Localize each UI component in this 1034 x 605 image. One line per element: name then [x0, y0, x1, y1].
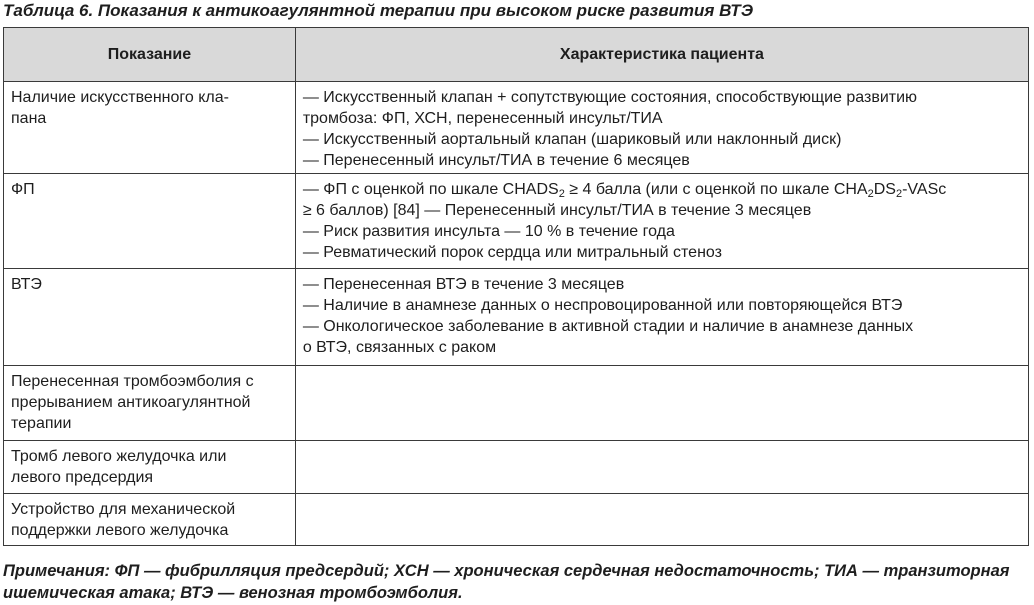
- indication-cell: [4, 82, 296, 174]
- characteristics-cell: [295, 441, 1028, 494]
- indication-line: левого предсердия: [11, 469, 154, 486]
- indication-line: пана: [11, 110, 47, 127]
- table-row: [4, 82, 1029, 174]
- indication-line: ВТЭ: [11, 276, 42, 293]
- indication-line: поддержки левого желудочка: [11, 522, 229, 539]
- table-row: [4, 269, 1029, 366]
- characteristic-line: — Онкологическое заболевание в активной стадии и наличие в анамнезе данных: [302, 318, 914, 335]
- subscript: 2: [558, 188, 565, 200]
- indication-cell: [4, 366, 296, 441]
- characteristic-line: — Искусственный аортальный клапан (шариковый или наклонный диск): [302, 131, 842, 148]
- subscript: 2: [895, 188, 903, 200]
- characteristics-cell: [295, 82, 1028, 174]
- characteristic-line: ≥ 6 баллов) [84] — Перенесенный инсульт/ТИА в течение 3 месяцев: [302, 202, 812, 219]
- indication-cell: [4, 441, 296, 494]
- indications-table: [3, 27, 1029, 546]
- characteristic-line: — Искусственный клапан + сопутствующие состояния, способствующие развитию: [302, 89, 918, 106]
- indication-line: прерыванием антикоагулянтной: [11, 394, 251, 411]
- column-header-characteristics: Характеристика пациента: [295, 28, 1028, 82]
- characteristic-line: тромбоза: ФП, ХСН, перенесенный инсульт/ТИА: [302, 110, 663, 127]
- indication-cell: [4, 174, 296, 269]
- characteristic-line: [303, 179, 1021, 200]
- table-row: [4, 366, 1029, 441]
- text-fragment: — ФП с оценкой по шкале CHADS: [302, 181, 559, 198]
- indication-line: терапии: [11, 415, 72, 432]
- characteristic-line: — Наличие в анамнезе данных о неспровоцированной или повторяющейся ВТЭ: [302, 297, 903, 314]
- table-row: [4, 174, 1029, 269]
- characteristic-line: — Ревматический порок сердца или митральный стеноз: [302, 244, 722, 261]
- subscript: 2: [867, 188, 874, 200]
- characteristic-line: — Перенесенная ВТЭ в течение 3 месяцев: [302, 276, 625, 293]
- table-header-row: [4, 28, 1029, 82]
- table-row: [4, 494, 1029, 546]
- indication-cell: [4, 269, 296, 366]
- text-fragment: DS: [873, 181, 896, 198]
- indication-line: Перенесенная тромбоэмболия с: [11, 373, 254, 390]
- characteristic-line: — Риск развития инсульта — 10 % в течение года: [302, 223, 675, 240]
- table-row: [4, 441, 1029, 494]
- characteristics-cell: [295, 494, 1028, 546]
- characteristics-cell: [295, 269, 1028, 366]
- indication-cell: [4, 494, 296, 546]
- column-header-indication: Показание: [4, 28, 296, 82]
- characteristic-line: о ВТЭ, связанных с раком: [302, 339, 497, 356]
- indication-line: ФП: [11, 181, 35, 198]
- indication-line: Наличие искусственного кла-: [11, 89, 229, 106]
- table-caption: Таблица 6. Показания к антикоагулянтной терапии при высоком риске развития ВТЭ: [3, 1, 754, 20]
- indication-line: Устройство для механической: [11, 501, 236, 518]
- characteristics-cell: [295, 174, 1028, 269]
- characteristic-line: — Перенесенный инсульт/ТИА в течение 6 месяцев: [302, 152, 690, 169]
- characteristics-cell: [295, 366, 1028, 441]
- table-notes: Примечания: ФП — фибрилляция предсердий; ХСН — хроническая сердечная недостаточность; ТИА — транзиторная ишемическая атака; ВТЭ — венозная тромбоэмболия.: [3, 562, 1010, 602]
- text-fragment: -VASc: [902, 181, 947, 198]
- indication-line: Тромб левого желудочка или: [11, 448, 227, 465]
- text-fragment: ≥ 4 балла (или с оценкой по шкале CHA: [564, 181, 868, 198]
